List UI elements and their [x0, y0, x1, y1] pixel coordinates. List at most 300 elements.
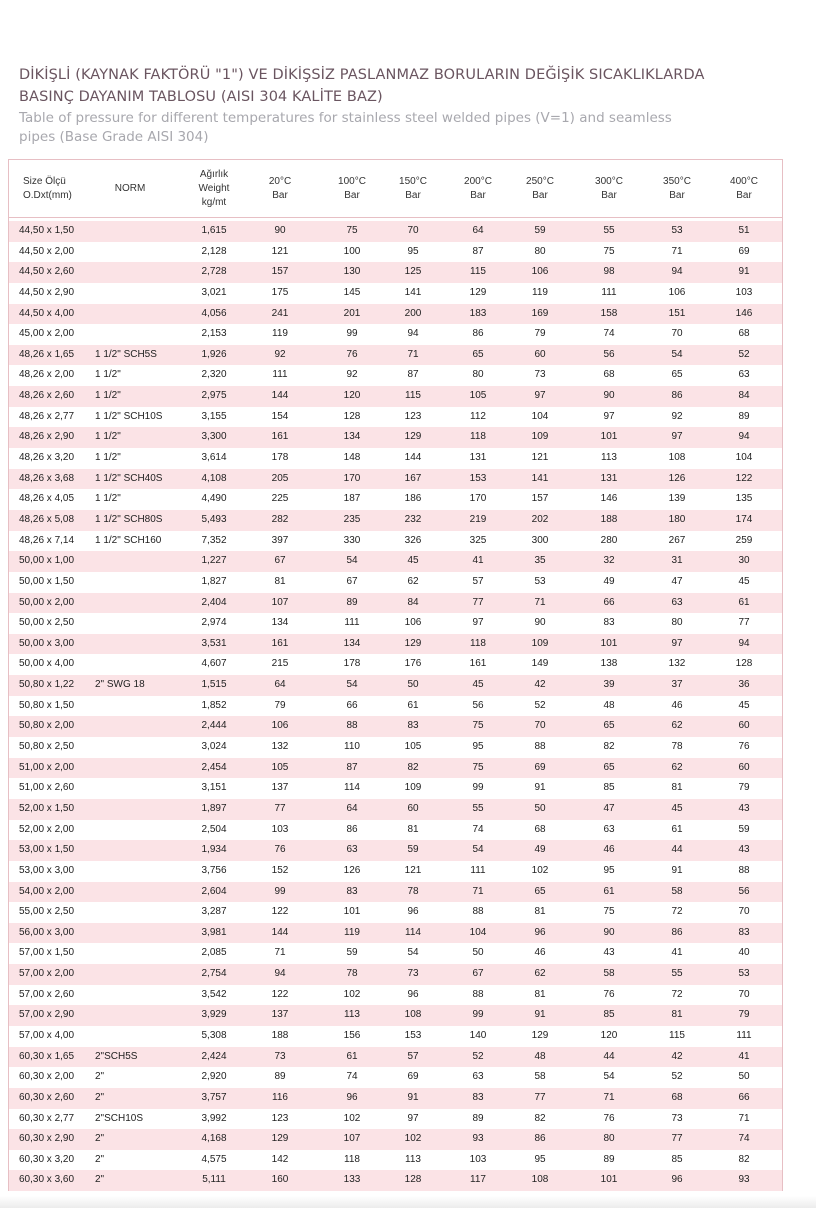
cell-weight: 3,151	[201, 782, 227, 794]
cell-weight: 1,515	[201, 679, 227, 691]
cell-pressure: 55	[472, 802, 484, 814]
cell-size: 48,26 x 4,05	[19, 493, 75, 505]
cell-pressure: 86	[346, 823, 358, 835]
cell-pressure: 62	[407, 575, 419, 587]
cell-pressure: 73	[407, 968, 419, 980]
cell-pressure: 74	[472, 823, 484, 835]
header-200c: 200°C Bar	[464, 175, 492, 201]
cell-pressure: 70	[738, 988, 750, 1000]
cell-pressure: 121	[404, 864, 422, 876]
cell-pressure: 129	[404, 431, 422, 443]
cell-pressure: 129	[469, 286, 487, 298]
cell-pressure: 54	[671, 348, 683, 360]
cell-pressure: 104	[531, 410, 549, 422]
cell-pressure: 132	[668, 658, 686, 670]
cell-pressure: 50	[738, 1071, 750, 1083]
cell-pressure: 79	[534, 328, 546, 340]
cell-weight: 3,300	[201, 431, 227, 443]
cell-pressure: 85	[603, 782, 615, 794]
cell-size: 51,00 x 2,00	[19, 761, 75, 773]
cell-pressure: 114	[405, 926, 421, 938]
cell-pressure: 37	[671, 679, 683, 691]
cell-pressure: 57	[407, 1050, 419, 1062]
cell-pressure: 114	[344, 782, 360, 794]
cell-pressure: 55	[671, 968, 683, 980]
cell-weight: 1,227	[201, 555, 227, 567]
cell-weight: 3,614	[201, 452, 227, 464]
cell-pressure: 104	[469, 926, 487, 938]
cell-pressure: 97	[534, 390, 546, 402]
cell-pressure: 95	[472, 741, 484, 753]
cell-size: 45,00 x 2,00	[19, 328, 75, 340]
cell-size: 48,26 x 7,14	[19, 534, 75, 546]
cell-pressure: 52	[534, 699, 546, 711]
cell-weight: 3,021	[201, 286, 227, 298]
cell-pressure: 56	[738, 885, 750, 897]
cell-pressure: 96	[407, 988, 419, 1000]
cell-pressure: 106	[404, 617, 422, 629]
cell-pressure: 93	[472, 1133, 484, 1145]
cell-weight: 2,454	[201, 761, 227, 773]
cell-norm: 1 1/2" SCH5S	[95, 348, 157, 360]
cell-pressure: 92	[671, 410, 683, 422]
header-20c: 20°C Bar	[268, 175, 292, 201]
table-row	[9, 531, 782, 552]
cell-pressure: 91	[671, 864, 683, 876]
cell-pressure: 102	[343, 988, 361, 1000]
cell-pressure: 96	[346, 1091, 358, 1103]
cell-weight: 2,404	[201, 596, 227, 608]
cell-size: 60,30 x 2,77	[19, 1112, 75, 1124]
cell-pressure: 135	[735, 493, 753, 505]
cell-pressure: 146	[735, 307, 753, 319]
cell-pressure: 44	[671, 844, 683, 856]
cell-pressure: 109	[531, 431, 549, 443]
cell-pressure: 95	[407, 245, 419, 257]
cell-pressure: 74	[738, 1133, 750, 1145]
cell-pressure: 35	[534, 555, 546, 567]
cell-weight: 2,974	[201, 617, 227, 629]
cell-size: 48,26 x 2,77	[19, 410, 75, 422]
cell-size: 52,00 x 1,50	[19, 802, 75, 814]
cell-pressure: 106	[531, 266, 549, 278]
cell-pressure: 75	[472, 720, 484, 732]
cell-pressure: 107	[343, 1133, 361, 1145]
cell-pressure: 73	[274, 1050, 286, 1062]
table-row	[9, 820, 782, 841]
cell-weight: 4,108	[201, 472, 227, 484]
cell-weight: 3,981	[201, 926, 227, 938]
cell-pressure: 64	[346, 802, 358, 814]
cell-pressure: 84	[407, 596, 419, 608]
cell-pressure: 80	[671, 617, 683, 629]
cell-pressure: 139	[668, 493, 686, 505]
cell-pressure: 91	[738, 266, 750, 278]
cell-size: 53,00 x 1,50	[19, 844, 75, 856]
cell-pressure: 48	[603, 699, 615, 711]
table-row	[9, 840, 782, 861]
cell-pressure: 83	[603, 617, 615, 629]
cell-pressure: 53	[738, 968, 750, 980]
cell-pressure: 97	[407, 1112, 419, 1124]
cell-pressure: 129	[531, 1029, 549, 1041]
cell-pressure: 325	[469, 534, 487, 546]
cell-pressure: 64	[274, 679, 286, 691]
cell-pressure: 142	[271, 1153, 289, 1165]
header-300c: 300°C Bar	[595, 175, 623, 201]
cell-pressure: 93	[738, 1174, 750, 1186]
cell-size: 60,30 x 2,60	[19, 1091, 75, 1103]
cell-size: 44,50 x 2,90	[19, 286, 75, 298]
cell-pressure: 72	[671, 988, 683, 1000]
cell-weight: 2,424	[201, 1050, 227, 1062]
cell-pressure: 63	[603, 823, 615, 835]
cell-pressure: 89	[603, 1153, 615, 1165]
cell-pressure: 71	[671, 245, 683, 257]
cell-pressure: 90	[603, 926, 615, 938]
cell-pressure: 117	[470, 1174, 486, 1186]
cell-norm: 2"SCH10S	[95, 1112, 144, 1124]
cell-pressure: 50	[407, 679, 419, 691]
cell-pressure: 62	[671, 720, 683, 732]
cell-weight: 3,287	[201, 906, 227, 918]
cell-pressure: 91	[534, 1009, 546, 1021]
cell-pressure: 122	[271, 988, 289, 1000]
cell-pressure: 107	[271, 596, 289, 608]
cell-pressure: 138	[600, 658, 618, 670]
cell-pressure: 132	[271, 741, 289, 753]
cell-norm: 2"	[95, 1133, 105, 1145]
cell-weight: 2,153	[201, 328, 227, 340]
cell-pressure: 60	[534, 348, 546, 360]
cell-pressure: 65	[603, 720, 615, 732]
title-en-line-2: pipes (Base Grade AISI 304)	[19, 129, 209, 145]
cell-pressure: 92	[274, 348, 286, 360]
cell-pressure: 133	[343, 1174, 361, 1186]
cell-pressure: 41	[671, 947, 683, 959]
cell-pressure: 99	[472, 1009, 484, 1021]
cell-size: 48,26 x 3,20	[19, 452, 75, 464]
cell-pressure: 45	[671, 802, 683, 814]
table-row	[9, 221, 782, 242]
cell-pressure: 149	[531, 658, 549, 670]
cell-weight: 4,607	[201, 658, 227, 670]
cell-pressure: 41	[472, 555, 484, 567]
cell-pressure: 68	[671, 1091, 683, 1103]
cell-weight: 2,320	[201, 369, 227, 381]
cell-size: 50,00 x 2,00	[19, 596, 75, 608]
cell-pressure: 131	[600, 472, 618, 484]
cell-pressure: 92	[346, 369, 358, 381]
cell-pressure: 170	[469, 493, 487, 505]
cell-pressure: 52	[738, 348, 750, 360]
cell-pressure: 201	[343, 307, 361, 319]
table-row	[9, 799, 782, 820]
cell-pressure: 51	[738, 225, 750, 236]
cell-pressure: 74	[603, 328, 615, 340]
cell-norm: 2" SWG 18	[95, 679, 145, 691]
cell-size: 57,00 x 2,00	[19, 968, 75, 980]
cell-pressure: 88	[472, 906, 484, 918]
cell-pressure: 70	[534, 720, 546, 732]
cell-pressure: 87	[472, 245, 484, 257]
table-row	[9, 448, 782, 469]
header-350c: 350°C Bar	[663, 175, 691, 201]
cell-pressure: 215	[271, 658, 289, 670]
cell-pressure: 61	[346, 1050, 358, 1062]
cell-pressure: 130	[343, 266, 361, 278]
cell-pressure: 54	[472, 844, 484, 856]
cell-pressure: 153	[404, 1029, 422, 1041]
cell-pressure: 85	[671, 1153, 683, 1165]
cell-pressure: 96	[671, 1174, 683, 1186]
cell-pressure: 144	[404, 452, 422, 464]
cell-pressure: 112	[470, 410, 486, 422]
cell-pressure: 73	[671, 1112, 683, 1124]
cell-pressure: 69	[738, 245, 750, 257]
cell-pressure: 154	[271, 410, 289, 422]
cell-size: 48,26 x 2,00	[19, 369, 75, 381]
cell-pressure: 94	[671, 266, 683, 278]
cell-size: 57,00 x 2,90	[19, 1009, 75, 1021]
cell-pressure: 123	[404, 410, 422, 422]
cell-weight: 1,615	[201, 225, 227, 236]
cell-pressure: 397	[271, 534, 289, 546]
cell-size: 60,30 x 2,90	[19, 1133, 75, 1145]
table-row	[9, 407, 782, 428]
cell-pressure: 80	[534, 245, 546, 257]
cell-pressure: 81	[534, 988, 546, 1000]
cell-pressure: 49	[603, 575, 615, 587]
cell-pressure: 97	[603, 410, 615, 422]
cell-pressure: 71	[603, 1091, 615, 1103]
cell-pressure: 232	[404, 513, 422, 525]
cell-pressure: 56	[603, 348, 615, 360]
cell-pressure: 45	[407, 555, 419, 567]
cell-size: 50,00 x 1,50	[19, 575, 75, 587]
cell-pressure: 70	[671, 328, 683, 340]
cell-norm: 1 1/2"	[95, 390, 121, 402]
cell-pressure: 85	[603, 1009, 615, 1021]
cell-pressure: 90	[603, 390, 615, 402]
cell-weight: 3,757	[201, 1091, 227, 1103]
cell-pressure: 141	[404, 286, 422, 298]
cell-pressure: 79	[738, 782, 750, 794]
cell-size: 50,00 x 4,00	[19, 658, 75, 670]
cell-pressure: 75	[346, 225, 358, 236]
cell-pressure: 151	[668, 307, 686, 319]
cell-pressure: 64	[472, 225, 484, 236]
cell-pressure: 50	[472, 947, 484, 959]
cell-pressure: 259	[735, 534, 753, 546]
cell-pressure: 326	[404, 534, 422, 546]
cell-pressure: 45	[472, 679, 484, 691]
header-size: Size Ölçü O.Dxt(mm)	[23, 175, 72, 201]
cell-pressure: 174	[735, 513, 753, 525]
cell-pressure: 77	[671, 1133, 683, 1145]
cell-pressure: 129	[404, 637, 422, 649]
table-row	[9, 386, 782, 407]
cell-pressure: 73	[534, 369, 546, 381]
cell-norm: 1 1/2"	[95, 493, 121, 505]
cell-pressure: 59	[738, 823, 750, 835]
cell-pressure: 87	[407, 369, 419, 381]
cell-pressure: 62	[671, 761, 683, 773]
cell-pressure: 116	[272, 1091, 288, 1103]
cell-size: 51,00 x 2,60	[19, 782, 75, 794]
cell-pressure: 96	[407, 906, 419, 918]
cell-pressure: 59	[534, 225, 546, 236]
cell-pressure: 48	[534, 1050, 546, 1062]
cell-pressure: 88	[738, 864, 750, 876]
cell-weight: 2,128	[201, 245, 227, 257]
cell-weight: 3,756	[201, 864, 227, 876]
cell-pressure: 113	[405, 1153, 421, 1165]
cell-pressure: 105	[271, 761, 289, 773]
table-row	[9, 654, 782, 675]
cell-pressure: 57	[472, 575, 484, 587]
cell-pressure: 31	[671, 555, 683, 567]
cell-pressure: 219	[469, 513, 487, 525]
cell-pressure: 71	[407, 348, 419, 360]
cell-weight: 2,504	[201, 823, 227, 835]
cell-pressure: 79	[738, 1009, 750, 1021]
cell-pressure: 43	[738, 844, 750, 856]
cell-weight: 3,992	[201, 1112, 227, 1124]
cell-pressure: 67	[472, 968, 484, 980]
cell-pressure: 65	[603, 761, 615, 773]
cell-pressure: 205	[271, 472, 289, 484]
table-row	[9, 923, 782, 944]
cell-pressure: 101	[600, 431, 618, 443]
cell-pressure: 94	[738, 637, 750, 649]
cell-pressure: 99	[274, 885, 286, 897]
cell-pressure: 67	[346, 575, 358, 587]
cell-pressure: 121	[271, 245, 289, 257]
table-body	[9, 221, 782, 1191]
cell-pressure: 267	[668, 534, 686, 546]
cell-pressure: 89	[346, 596, 358, 608]
cell-weight: 2,444	[201, 720, 227, 732]
cell-pressure: 102	[404, 1133, 422, 1145]
table-row	[9, 1170, 782, 1191]
cell-pressure: 83	[738, 926, 750, 938]
cell-pressure: 59	[346, 947, 358, 959]
cell-size: 44,50 x 2,60	[19, 266, 75, 278]
cell-pressure: 137	[271, 1009, 289, 1021]
cell-pressure: 120	[600, 1029, 618, 1041]
cell-weight: 2,604	[201, 885, 227, 897]
cell-pressure: 83	[407, 720, 419, 732]
cell-weight: 2,920	[201, 1071, 227, 1083]
cell-pressure: 178	[343, 658, 361, 670]
cell-pressure: 52	[472, 1050, 484, 1062]
cell-weight: 3,929	[201, 1009, 227, 1021]
cell-pressure: 87	[346, 761, 358, 773]
cell-pressure: 69	[407, 1071, 419, 1083]
cell-pressure: 68	[534, 823, 546, 835]
cell-pressure: 241	[271, 307, 289, 319]
cell-pressure: 61	[671, 823, 683, 835]
cell-weight: 5,111	[202, 1174, 226, 1186]
cell-norm: 2"	[95, 1153, 105, 1165]
table-row	[9, 427, 782, 448]
cell-pressure: 76	[603, 1112, 615, 1124]
cell-pressure: 58	[671, 885, 683, 897]
page-bottom-edge	[0, 1196, 816, 1208]
cell-pressure: 121	[531, 452, 549, 464]
cell-size: 60,30 x 1,65	[19, 1050, 75, 1062]
cell-pressure: 46	[671, 699, 683, 711]
cell-pressure: 153	[469, 472, 487, 484]
cell-pressure: 118	[470, 431, 486, 443]
cell-pressure: 65	[671, 369, 683, 381]
cell-pressure: 225	[271, 493, 289, 505]
cell-pressure: 105	[404, 741, 422, 753]
cell-norm: 1 1/2"	[95, 431, 121, 443]
cell-weight: 3,531	[201, 637, 227, 649]
cell-pressure: 81	[407, 823, 419, 835]
cell-pressure: 30	[738, 555, 750, 567]
cell-pressure: 111	[344, 617, 360, 629]
table-row	[9, 510, 782, 531]
cell-size: 50,80 x 2,50	[19, 741, 75, 753]
cell-pressure: 146	[600, 493, 618, 505]
cell-pressure: 187	[343, 493, 361, 505]
table-row	[9, 283, 782, 304]
cell-pressure: 54	[603, 1071, 615, 1083]
cell-pressure: 161	[469, 658, 487, 670]
cell-pressure: 156	[343, 1029, 361, 1041]
cell-pressure: 54	[407, 947, 419, 959]
cell-pressure: 76	[738, 741, 750, 753]
cell-pressure: 89	[738, 410, 750, 422]
cell-norm: 1 1/2" SCH10S	[95, 410, 163, 422]
table-row	[9, 365, 782, 386]
cell-size: 57,00 x 2,60	[19, 988, 75, 1000]
cell-pressure: 94	[274, 968, 286, 980]
cell-pressure: 45	[738, 575, 750, 587]
cell-pressure: 91	[407, 1091, 419, 1103]
cell-pressure: 111	[601, 286, 617, 298]
cell-weight: 4,490	[201, 493, 227, 505]
cell-pressure: 144	[271, 926, 289, 938]
cell-pressure: 126	[668, 472, 686, 484]
table-row	[9, 861, 782, 882]
cell-norm: 1 1/2"	[95, 452, 121, 464]
cell-pressure: 140	[469, 1029, 487, 1041]
cell-pressure: 202	[531, 513, 549, 525]
cell-pressure: 144	[271, 390, 289, 402]
cell-size: 60,30 x 3,20	[19, 1153, 75, 1165]
cell-pressure: 46	[603, 844, 615, 856]
cell-pressure: 99	[346, 328, 358, 340]
cell-pressure: 47	[671, 575, 683, 587]
cell-size: 44,50 x 1,50	[19, 225, 75, 236]
cell-norm: 1 1/2" SCH160	[95, 534, 162, 546]
cell-pressure: 66	[603, 596, 615, 608]
cell-pressure: 81	[671, 1009, 683, 1021]
cell-pressure: 120	[343, 390, 361, 402]
cell-pressure: 97	[671, 431, 683, 443]
cell-pressure: 118	[470, 637, 486, 649]
cell-pressure: 84	[738, 390, 750, 402]
table-header-row	[9, 160, 782, 218]
cell-pressure: 68	[738, 328, 750, 340]
cell-pressure: 69	[534, 761, 546, 773]
header-100c: 100°C Bar	[338, 175, 366, 201]
cell-pressure: 77	[274, 802, 286, 814]
